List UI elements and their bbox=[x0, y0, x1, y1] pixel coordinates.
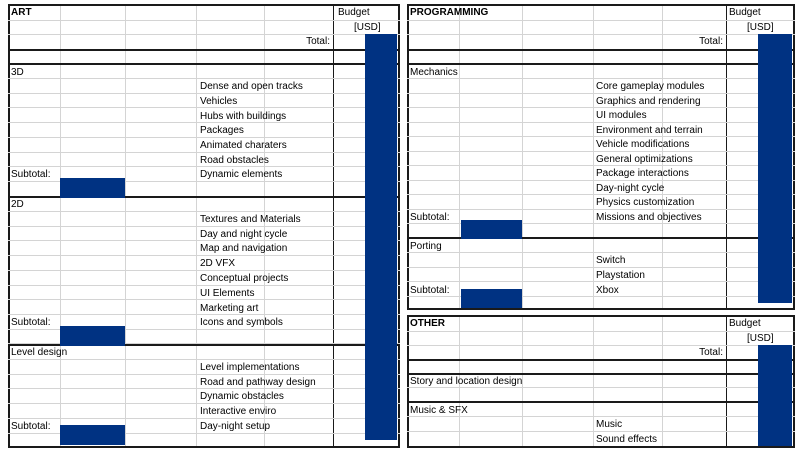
item: 2D VFX bbox=[200, 258, 236, 269]
budget-header: Budget bbox=[729, 7, 761, 18]
item: Marketing art bbox=[200, 303, 259, 314]
section-name-music-sfx: Music & SFX bbox=[410, 405, 468, 416]
grid-line bbox=[407, 345, 795, 346]
item: Vehicles bbox=[200, 96, 238, 107]
subtotal-label: Subtotal: bbox=[410, 285, 450, 296]
section-name-3d: 3D bbox=[11, 67, 24, 78]
border bbox=[407, 308, 795, 310]
item: Textures and Materials bbox=[200, 214, 301, 225]
item: Conceptual projects bbox=[200, 273, 289, 284]
item: Icons and symbols bbox=[200, 317, 283, 328]
grid-line bbox=[407, 315, 409, 448]
total-label: Total: bbox=[306, 36, 330, 47]
item: UI modules bbox=[596, 110, 647, 121]
grid-line bbox=[8, 78, 400, 79]
grid-line bbox=[407, 34, 795, 35]
border bbox=[8, 63, 400, 65]
item: Dynamic elements bbox=[200, 169, 283, 180]
item: Physics customization bbox=[596, 197, 695, 208]
border bbox=[407, 401, 795, 403]
grid-line bbox=[407, 252, 795, 253]
border bbox=[8, 446, 400, 448]
redacted-subtotal bbox=[60, 178, 125, 198]
redacted-budget-column bbox=[365, 34, 397, 440]
item: Day-night setup bbox=[200, 421, 271, 432]
item: Missions and objectives bbox=[596, 212, 702, 223]
item: Switch bbox=[596, 255, 626, 266]
redacted-subtotal bbox=[461, 220, 522, 239]
grid-line bbox=[8, 20, 400, 21]
subtotal-label: Subtotal: bbox=[11, 317, 51, 328]
item: Package interactions bbox=[596, 168, 689, 179]
section-name-porting: Porting bbox=[410, 241, 442, 252]
section-name-2d: 2D bbox=[11, 199, 24, 210]
item: Xbox bbox=[596, 285, 619, 296]
item: Road obstacles bbox=[200, 155, 269, 166]
redacted-subtotal bbox=[461, 289, 522, 308]
item: Day-night cycle bbox=[596, 183, 665, 194]
art-sheet bbox=[8, 4, 400, 448]
redacted-subtotal bbox=[60, 425, 125, 445]
currency-label: [USD] bbox=[747, 333, 774, 344]
border bbox=[407, 359, 795, 361]
grid-line bbox=[407, 78, 795, 79]
grid-line bbox=[8, 34, 400, 35]
item: Graphics and rendering bbox=[596, 96, 701, 107]
item: Environment and terrain bbox=[596, 125, 703, 136]
item: Dense and open tracks bbox=[200, 81, 303, 92]
item: Playstation bbox=[596, 270, 645, 281]
sheet-title: OTHER bbox=[410, 318, 445, 329]
item: General optimizations bbox=[596, 154, 693, 165]
redacted-budget-column bbox=[758, 34, 792, 303]
item: Dynamic obstacles bbox=[200, 391, 284, 402]
item: Sound effects bbox=[596, 434, 657, 445]
grid-line bbox=[593, 315, 594, 448]
item: Hubs with buildings bbox=[200, 111, 287, 122]
sheet-title: ART bbox=[11, 7, 32, 18]
other-sheet bbox=[407, 315, 795, 448]
section-name-mechanics: Mechanics bbox=[410, 67, 458, 78]
grid-line bbox=[793, 315, 795, 448]
item: Map and navigation bbox=[200, 243, 288, 254]
total-label: Total: bbox=[699, 347, 723, 358]
redacted-subtotal bbox=[60, 326, 125, 346]
programming-sheet bbox=[407, 4, 795, 310]
subtotal-label: Subtotal: bbox=[11, 421, 51, 432]
border bbox=[407, 49, 795, 51]
currency-label: [USD] bbox=[354, 22, 381, 33]
section-name-level-design: Level design bbox=[11, 347, 68, 358]
grid-line bbox=[407, 20, 795, 21]
item: Vehicle modifications bbox=[596, 139, 690, 150]
item: UI Elements bbox=[200, 288, 255, 299]
grid-line bbox=[407, 331, 795, 332]
subtotal-label: Subtotal: bbox=[410, 212, 450, 223]
grid-line bbox=[726, 315, 727, 448]
redacted-budget-column bbox=[758, 345, 792, 446]
border bbox=[8, 49, 400, 51]
subtotal-label: Subtotal: bbox=[11, 169, 51, 180]
item: Interactive enviro bbox=[200, 406, 277, 417]
item: Level implementations bbox=[200, 362, 300, 373]
item: Day and night cycle bbox=[200, 229, 288, 240]
sheet-title: PROGRAMMING bbox=[410, 7, 489, 18]
border bbox=[407, 63, 795, 65]
currency-label: [USD] bbox=[747, 22, 774, 33]
budget-header: Budget bbox=[338, 7, 370, 18]
item: Road and pathway design bbox=[200, 377, 316, 388]
item: Animated charaters bbox=[200, 140, 287, 151]
budget-header: Budget bbox=[729, 318, 761, 329]
item: Packages bbox=[200, 125, 244, 136]
grid-line bbox=[662, 315, 663, 448]
item: Core gameplay modules bbox=[596, 81, 705, 92]
item: Music bbox=[596, 419, 623, 430]
total-label: Total: bbox=[699, 36, 723, 47]
grid-line bbox=[8, 211, 400, 212]
section-name-story: Story and location design bbox=[410, 376, 523, 387]
